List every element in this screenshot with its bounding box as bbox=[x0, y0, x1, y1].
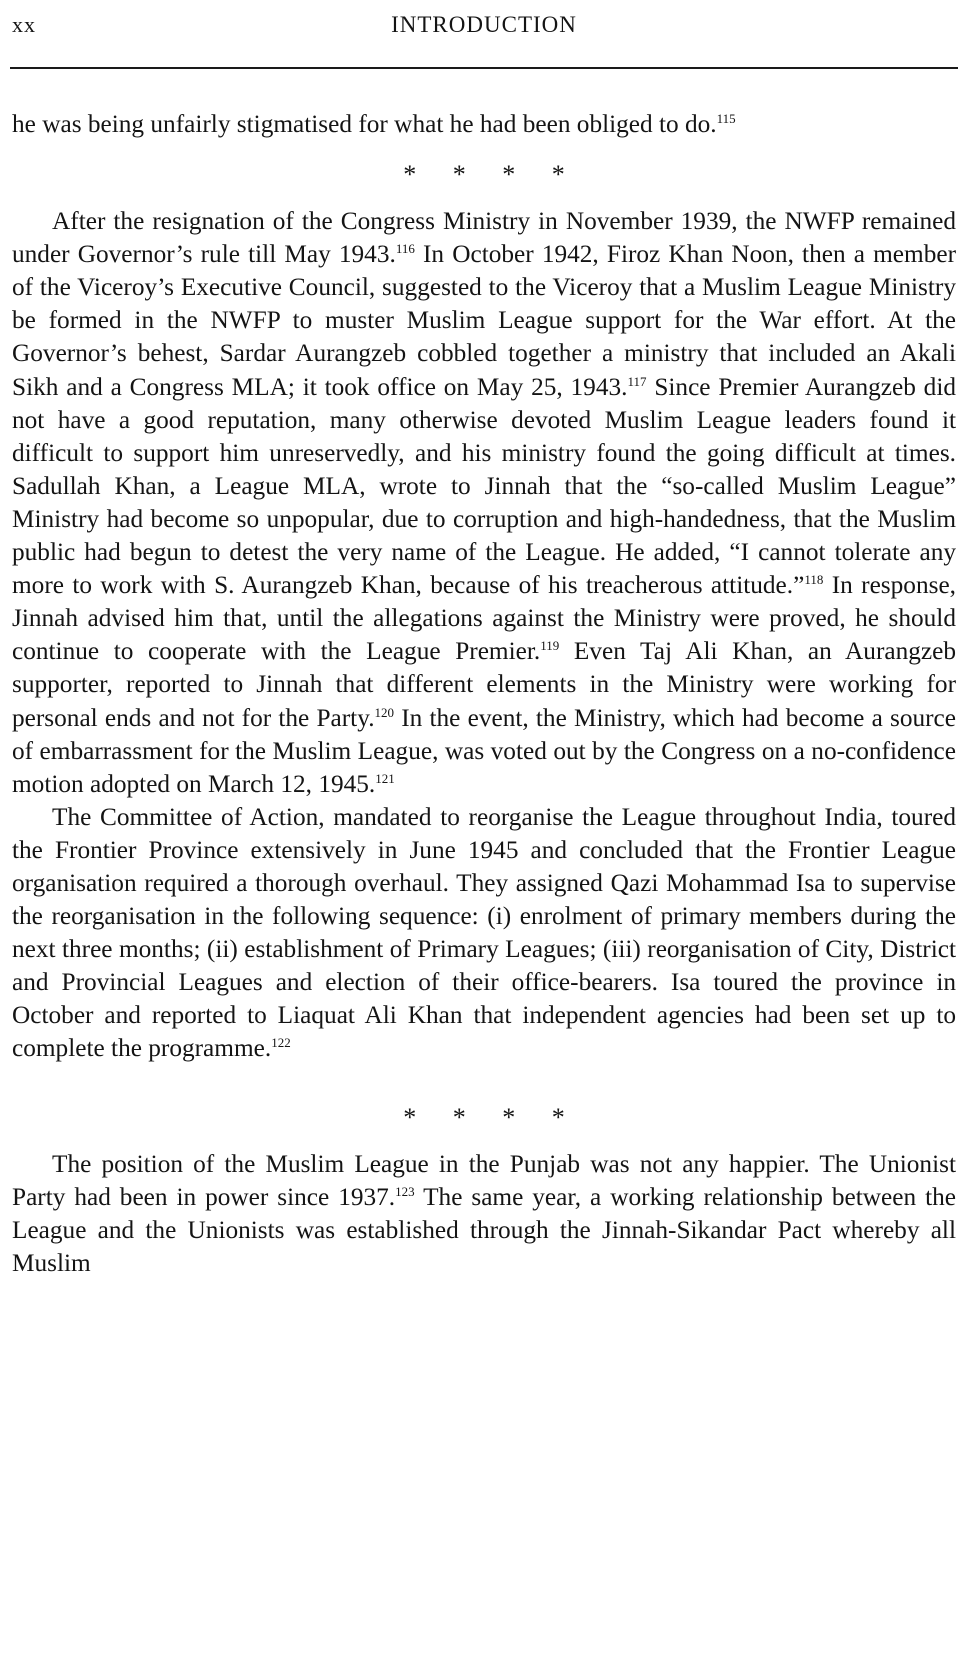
footnote-ref: 119 bbox=[540, 638, 560, 654]
text-run: Even Taj Ali Khan, an Aurangzeb supporter, reported to Jinnah that different elements in the Ministry were working for personal ends and not for the Party. bbox=[12, 637, 957, 732]
text-run: The position of the Muslim League in the Punjab was not any happier. The Unionist Party had been in power since 1937. bbox=[12, 1149, 956, 1211]
text-run: After the resignation of the Congress Ministry in November 1939, the NWFP remained under Governor’s rule till May 1943. bbox=[12, 207, 956, 269]
text-run: The same year, a working relationship between the League and the Unionists was established through the Jinnah-Sikandar Pact whereby all Muslim bbox=[12, 1182, 956, 1277]
page-number: xx bbox=[12, 12, 36, 37]
running-head bbox=[12, 12, 956, 42]
text-run: In response, Jinnah advised him that, until the allegations against the Ministry were proved, he should continue to cooperate with the League Premier. bbox=[12, 571, 956, 666]
footnote-ref: 116 bbox=[395, 241, 415, 257]
text-run: In the event, the Ministry, which had become a source of embarrassment for the Muslim League, was voted out by the Congress on a no-confidence motion adopted on March 12, 1945. bbox=[12, 703, 957, 798]
section-break-2: * * * * bbox=[403, 1102, 565, 1132]
running-title: INTRODUCTION bbox=[391, 12, 577, 37]
header-rule bbox=[10, 67, 958, 69]
footnote-ref: 123 bbox=[395, 1183, 415, 1199]
footnote-ref: 121 bbox=[375, 770, 395, 786]
section-break-1: * * * * bbox=[403, 160, 565, 190]
paragraph-3 bbox=[12, 801, 956, 1066]
paragraph-4 bbox=[12, 1148, 956, 1280]
text-run: The Committee of Action, mandated to reorganise the League throughout India, toured the Frontier Province extensively in June 1945 and concluded that the Frontier League organisation required a thorough overhaul. They assigned Qazi Mohammad Isa to supervise the reorganisation in the following sequence: (i) enrolment of primary members during the next three months; (ii) establishment of Primary Leagues; (iii) reorganisation of City, District and Provincial Leagues and election of their office-bearers. Isa toured the province in October and reported to Liaquat Ali Khan that independent agencies had been set up to complete the programme. bbox=[12, 802, 956, 1063]
text-run: In October 1942, Firoz Khan Noon, then a member of the Viceroy’s Executive Council, suggested to the Viceroy that a Muslim League Ministry be formed in the NWFP to muster Muslim League support for the War effort. At the Governor’s behest, Sardar Aurangzeb cobbled together a ministry that included an Akali Sikh and a Congress MLA; it took office on May 25, 1943. bbox=[12, 240, 957, 401]
footnote-ref: 117 bbox=[627, 373, 647, 389]
footnote-ref: 120 bbox=[374, 704, 395, 720]
footnote-ref: 115 bbox=[716, 111, 736, 126]
paragraph-2 bbox=[12, 205, 956, 801]
footnote-ref: 118 bbox=[804, 572, 824, 588]
paragraph-1 bbox=[12, 108, 956, 141]
text-run: he was being unfairly stigmatised for what he had been obliged to do. bbox=[12, 110, 717, 138]
footnote-ref: 122 bbox=[271, 1035, 291, 1051]
body-text bbox=[12, 108, 956, 1280]
text-run: Since Premier Aurangzeb did not have a good reputation, many otherwise devoted Muslim League leaders found it difficult to support him unreservedly, and his ministry found the going difficult at times. Sadullah Khan, a League MLA, wrote to Jinnah that the “so-called Muslim League” Ministry had become so unpopular, due to corruption and high-handedness, that the Muslim public had begun to detest the very name of the League. He added, “I cannot tolerate any more to work with S. Aurangzeb Khan, because of his treacherous attitude.” bbox=[12, 372, 957, 600]
